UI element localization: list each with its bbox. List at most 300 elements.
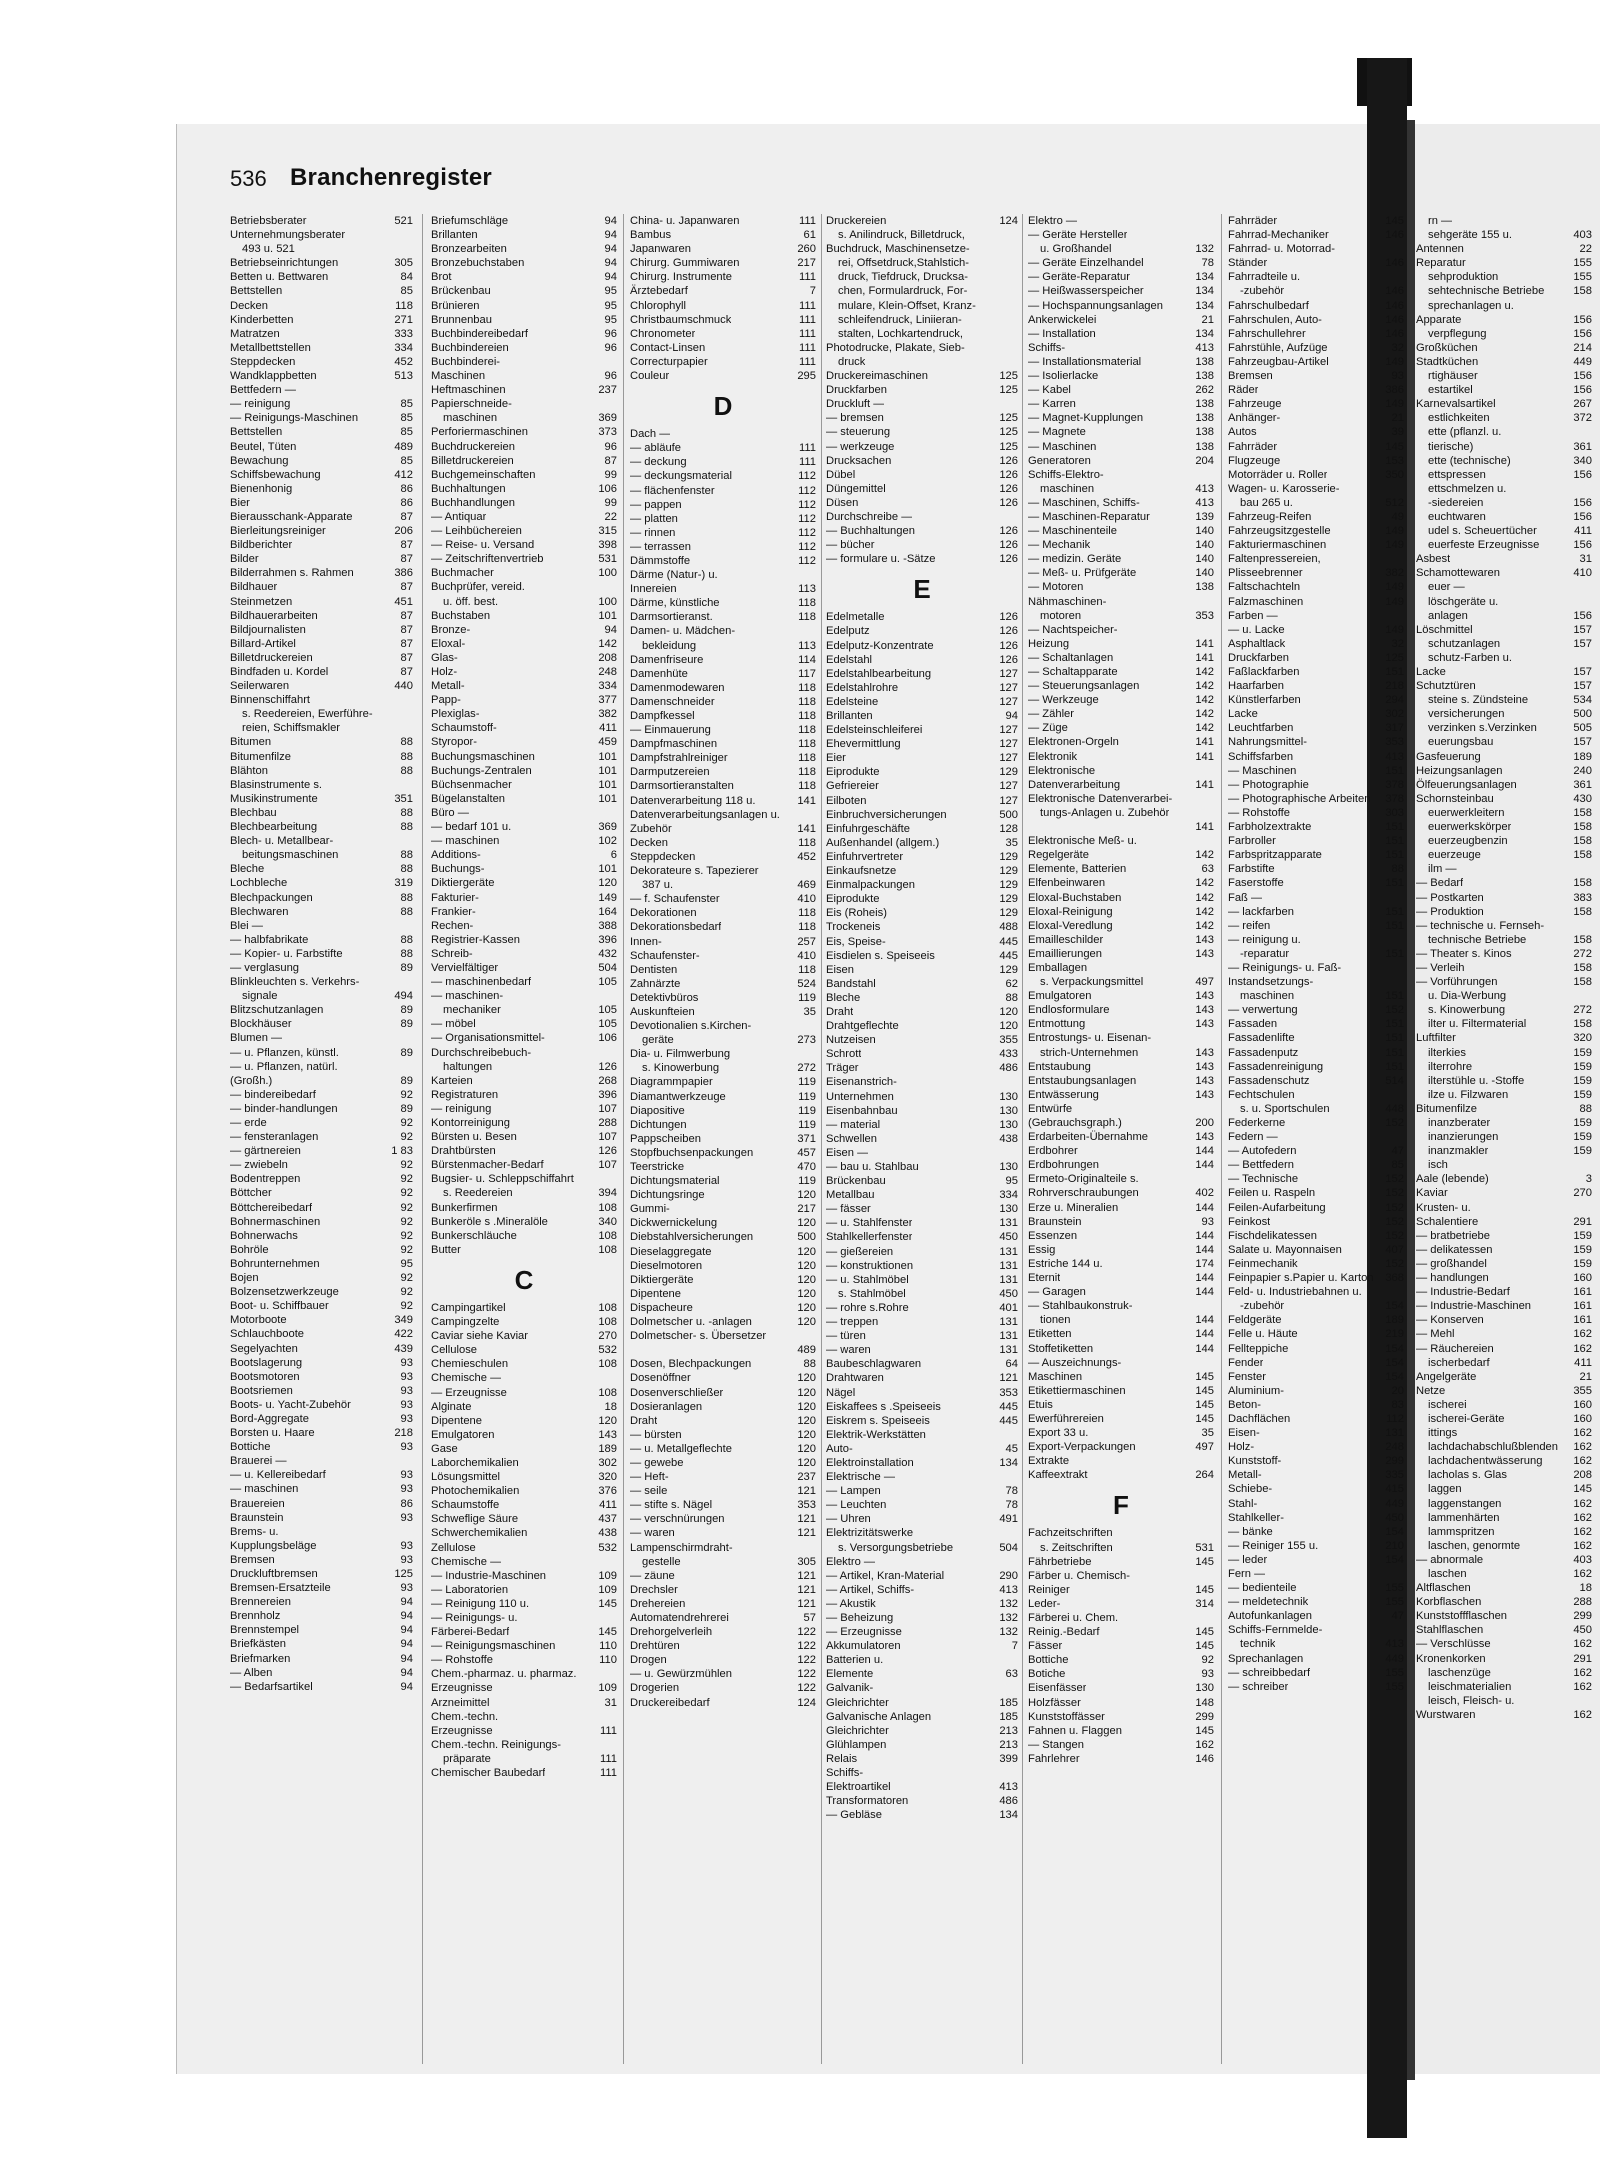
entry-label: Drahtwaren: [826, 1372, 884, 1385]
entry-page-ref: 129: [999, 907, 1018, 920]
entry-label: — Rohstoffe: [431, 1654, 493, 1667]
entry-label: — Technische: [1228, 1173, 1299, 1186]
index-entry: [431, 1442, 617, 1456]
index-entry: [1228, 313, 1404, 327]
entry-label: Akkumulatoren: [826, 1640, 901, 1653]
index-entry: [1228, 1356, 1404, 1370]
entry-label: Lochbleche: [230, 877, 288, 890]
entry-page-ref: 513: [394, 370, 413, 383]
index-entry: [1228, 1609, 1404, 1623]
entry-label: Fassadenlifte: [1228, 1032, 1295, 1045]
entry-label: Beutel, Tüten: [230, 440, 297, 453]
index-entry: [1028, 1229, 1214, 1243]
entry-page-ref: 353: [1385, 736, 1404, 749]
entry-label: Druckluft —: [826, 398, 885, 411]
entry-label: Edelsteinschleiferei: [826, 724, 923, 737]
entry-page-ref: 120: [797, 1414, 816, 1427]
entry-page-ref: 272: [797, 1062, 816, 1075]
entry-label: — u. Lacke: [1228, 623, 1285, 636]
entry-label: Fahrzeuge: [1228, 398, 1282, 411]
entry-page-ref: 88: [400, 891, 413, 904]
entry-page-ref: 319: [394, 877, 413, 890]
entry-page-ref: 89: [400, 1102, 413, 1115]
entry-label: Elektroartikel: [826, 1781, 891, 1794]
entry-page-ref: 320: [598, 1471, 617, 1484]
index-entry: [1416, 284, 1592, 298]
index-entry: [826, 737, 1018, 751]
entry-label: ischerei: [1428, 1398, 1467, 1411]
entry-page-ref: 162: [1573, 1441, 1592, 1454]
entry-label: Ewerführereien: [1028, 1412, 1104, 1425]
index-entry: [1028, 1454, 1214, 1468]
index-entry: [1028, 425, 1214, 439]
entry-label: Dichtungen: [630, 1118, 687, 1131]
entry-label: 493 u. 521: [242, 243, 295, 256]
entry-page-ref: 118: [798, 710, 816, 722]
index-entry: [1416, 1525, 1592, 1539]
entry-label: Boot- u. Schiffbauer: [230, 1300, 329, 1313]
index-entry: [431, 1597, 617, 1611]
entry-label: — Geräte-Reparatur: [1028, 271, 1130, 284]
entry-label: Elektronische Meß- u.: [1028, 835, 1137, 848]
entry-page-ref: [1210, 1356, 1214, 1370]
entry-label: Beton-: [1228, 1398, 1261, 1411]
entry-page-ref: 94: [1005, 710, 1018, 722]
entry-page-ref: 489: [394, 440, 413, 453]
index-entry: [1228, 1074, 1404, 1088]
index-entry: [1028, 1597, 1214, 1611]
entry-label: Eiprodukte: [826, 766, 880, 779]
index-entry: [431, 242, 617, 256]
index-entry: [826, 1710, 1018, 1724]
entry-label: Endlosformulare: [1028, 1004, 1110, 1017]
entry-label: Eternit: [1028, 1272, 1061, 1285]
entry-label: Teerstricke: [630, 1161, 685, 1173]
entry-page-ref: 89: [400, 1046, 413, 1059]
index-entry: [1228, 1186, 1404, 1200]
entry-page-ref: 120: [999, 1005, 1018, 1018]
index-entry: [431, 580, 617, 594]
entry-page-ref: [1014, 1428, 1018, 1442]
entry-label: — werkzeuge: [826, 440, 895, 453]
entry-page-ref: 185: [999, 1696, 1018, 1709]
index-entry: [431, 1583, 617, 1597]
entry-label: geräte: [642, 1034, 674, 1047]
entry-label: Diktiergeräte: [431, 877, 495, 890]
index-entry: [1028, 876, 1214, 890]
entry-label: Blähton: [230, 764, 268, 777]
entry-label: Relais: [826, 1752, 858, 1765]
entry-label: Laborchemikalien: [431, 1456, 519, 1469]
entry-label: Faltenpressereien,: [1228, 553, 1321, 566]
entry-page-ref: [812, 427, 816, 441]
index-entry: [1228, 454, 1404, 468]
entry-page-ref: [1210, 1299, 1214, 1313]
entry-label: Salate u. Mayonnaisen: [1228, 1243, 1342, 1256]
entry-label: — leder: [1228, 1553, 1268, 1566]
entry-label: — Magnet-Kupplungen: [1028, 412, 1144, 425]
entry-page-ref: 89: [400, 1018, 413, 1031]
index-entry: [1228, 750, 1404, 764]
index-entry: [230, 975, 413, 989]
entry-label: Dämmstoffe: [630, 554, 691, 567]
index-entry: [1228, 1680, 1404, 1694]
index-entry: [1416, 1088, 1592, 1102]
entry-label: Damenhüte: [630, 667, 688, 680]
entry-page-ref: 121: [797, 1513, 816, 1526]
entry-label: Druckereimaschinen: [826, 370, 928, 383]
index-entry: [230, 665, 413, 679]
entry-page-ref: 120: [797, 1400, 816, 1413]
entry-page-ref: 155: [1573, 271, 1592, 284]
entry-label: — Stahlbaukonstruk-: [1028, 1300, 1133, 1313]
index-entry: [1028, 693, 1214, 707]
entry-page-ref: [1588, 580, 1592, 594]
entry-label: — Verschlüsse: [1416, 1638, 1491, 1651]
entry-label: — Mehl: [1416, 1328, 1455, 1341]
entry-label: Eis, Speise-: [826, 935, 886, 948]
entry-label: Fassaden: [1228, 1018, 1278, 1031]
entry-page-ref: [812, 864, 816, 878]
index-entry: [1228, 482, 1404, 496]
index-entry: [1228, 961, 1404, 975]
entry-page-ref: 185: [999, 1710, 1018, 1723]
index-entry: [230, 947, 413, 961]
entry-page-ref: 505: [1573, 722, 1592, 735]
index-entry: [826, 397, 1018, 411]
entry-page-ref: 88: [400, 750, 413, 763]
index-entry: [1228, 1229, 1404, 1243]
index-entry: [826, 256, 1018, 270]
entry-label: — Photographie: [1228, 778, 1309, 791]
entry-label: Einfuhrgeschäfte: [826, 822, 910, 835]
index-entry: [630, 1216, 816, 1230]
entry-label: Sprechanlagen: [1228, 1652, 1304, 1665]
entry-page-ref: 100: [598, 567, 617, 580]
entry-page-ref: 83: [1391, 1398, 1404, 1411]
entry-label: — Verleih: [1416, 961, 1465, 974]
entry-label: bau 265 u.: [1240, 496, 1293, 509]
entry-label: Fahrschulbedarf: [1228, 299, 1309, 312]
entry-label: inanzierungen: [1428, 1131, 1499, 1144]
entry-label: s. Stahlmöbel: [838, 1287, 906, 1300]
entry-page-ref: 413: [1195, 482, 1214, 495]
entry-page-ref: 217: [797, 257, 816, 270]
entry-label: mulare, Klein-Offset, Kranz-: [838, 299, 976, 312]
entry-label: — Reinigungs-Maschinen: [230, 412, 359, 425]
entry-label: Bildjournalisten: [230, 623, 306, 636]
entry-label: Segelyachten: [230, 1342, 298, 1355]
entry-page-ref: 111: [798, 442, 816, 455]
index-entry: [1028, 228, 1214, 242]
index-entry: [1228, 397, 1404, 411]
entry-label: Fachzeitschriften: [1028, 1527, 1113, 1540]
index-entry: [630, 850, 816, 864]
index-entry: [1416, 1102, 1592, 1116]
entry-label: Buchbindereibedarf: [431, 327, 529, 340]
entry-page-ref: [409, 834, 413, 848]
index-entry: [230, 1271, 413, 1285]
entry-page-ref: [1210, 1569, 1214, 1583]
index-entry: [1416, 1356, 1592, 1370]
entry-page-ref: 18: [1579, 1582, 1592, 1595]
entry-page-ref: 317: [1385, 722, 1404, 735]
entry-label: Buchbinderei-: [431, 355, 501, 368]
entry-label: Dosieranlagen: [630, 1400, 703, 1413]
entry-label: Musikinstrumente: [230, 792, 318, 805]
entry-label: Antennen: [1416, 243, 1464, 256]
index-entry: [1228, 496, 1404, 510]
entry-page-ref: 94: [400, 1596, 413, 1609]
entry-label: — Maschinen, Schiffs-: [1028, 496, 1140, 509]
index-entry: [826, 991, 1018, 1005]
index-entry: [431, 383, 617, 397]
entry-page-ref: 433: [999, 1048, 1018, 1061]
entry-label: Chirurg. Gummiwaren: [630, 257, 740, 270]
column-divider: [821, 214, 822, 2064]
index-entry: [1028, 1158, 1214, 1172]
entry-label: Brunnenbau: [431, 313, 492, 326]
entry-label: Chronometer: [630, 327, 696, 340]
index-entry: [431, 1357, 617, 1371]
index-entry: [630, 568, 816, 582]
entry-page-ref: 141: [797, 794, 816, 807]
entry-page-ref: 142: [1195, 891, 1214, 904]
entry-label: Färberei u. Chem.: [1028, 1612, 1119, 1624]
entry-page-ref: 132: [999, 1597, 1018, 1610]
entry-page-ref: 94: [400, 1638, 413, 1651]
index-entry: [1416, 651, 1592, 665]
index-entry: [431, 1060, 617, 1074]
index-entry: [1228, 834, 1404, 848]
entry-label: — handlungen: [1416, 1272, 1489, 1285]
entry-page-ref: 120: [797, 1217, 816, 1230]
entry-page-ref: 410: [797, 949, 816, 962]
entry-page-ref: 85: [400, 398, 413, 411]
entry-label: Dekorationen: [630, 907, 697, 920]
entry-page-ref: 110: [599, 1640, 617, 1653]
entry-page-ref: 361: [1573, 778, 1592, 791]
index-entry: [1416, 1243, 1592, 1257]
index-entry: [630, 963, 816, 977]
index-entry: [1228, 228, 1404, 242]
index-entry: [1416, 947, 1592, 961]
entry-label: Böttcher: [230, 1187, 272, 1200]
entry-label: Dichtungsringe: [630, 1189, 705, 1202]
index-entry: [1416, 623, 1592, 637]
index-entry: [826, 1611, 1018, 1625]
entry-label: Farbstifte: [1228, 863, 1275, 876]
index-entry: [1228, 1497, 1404, 1511]
entry-label: Auto-: [826, 1442, 853, 1455]
entry-page-ref: 94: [400, 1624, 413, 1637]
entry-label: Fahrschulen, Auto-: [1228, 313, 1322, 326]
entry-page-ref: 383: [1573, 891, 1592, 904]
entry-label: Kinderbetten: [230, 313, 294, 326]
entry-label: — Hochspannungsanlagen: [1028, 299, 1163, 312]
entry-page-ref: 119: [798, 1090, 816, 1103]
entry-page-ref: 96: [604, 341, 617, 354]
entry-label: Zahnärzte: [630, 977, 681, 990]
entry-label: Schutztüren: [1416, 680, 1476, 693]
entry-label: — großhandel: [1416, 1257, 1487, 1270]
index-entry: [230, 552, 413, 566]
entry-page-ref: 88: [1579, 1102, 1592, 1115]
entry-page-ref: 130: [999, 1118, 1018, 1131]
entry-page-ref: 93: [400, 1356, 413, 1369]
entry-page-ref: 120: [797, 1316, 816, 1329]
entry-page-ref: 125: [999, 370, 1018, 383]
index-entry: [826, 496, 1018, 510]
entry-page-ref: 320: [1573, 1032, 1592, 1045]
entry-page-ref: 122: [797, 1626, 816, 1639]
index-entry: [1028, 1555, 1214, 1569]
entry-page-ref: 438: [999, 1132, 1018, 1145]
entry-page-ref: 152: [1385, 1004, 1404, 1017]
entry-label: motoren: [1040, 609, 1082, 622]
index-entry: [1416, 1637, 1592, 1651]
entry-page-ref: 145: [1385, 440, 1404, 453]
index-entry: [630, 1400, 816, 1414]
entry-page-ref: 118: [798, 921, 816, 934]
entry-label: Fassadenputz: [1228, 1046, 1299, 1059]
entry-page-ref: 142: [598, 637, 617, 650]
index-entry: [1228, 1215, 1404, 1229]
entry-page-ref: 157: [1573, 637, 1592, 650]
index-entry: [1228, 1271, 1404, 1285]
entry-label: Brot: [431, 271, 452, 284]
entry-page-ref: 449: [1385, 1652, 1404, 1665]
entry-page-ref: 129: [999, 865, 1018, 878]
index-entry: [826, 538, 1018, 552]
index-entry: [1416, 679, 1592, 693]
index-entry: [1416, 919, 1592, 933]
entry-label: Fahnen u. Flaggen: [1028, 1724, 1122, 1737]
entry-page-ref: 99: [604, 468, 617, 481]
entry-label: Billetdruckereien: [230, 651, 313, 664]
entry-page-ref: 350: [1385, 468, 1404, 481]
entry-label: Flugzeuge: [1228, 454, 1281, 467]
entry-page-ref: 125: [1385, 651, 1404, 664]
entry-label: Drehorgelverleih: [630, 1626, 713, 1639]
index-entry: [1228, 468, 1404, 482]
entry-page-ref: 32: [1391, 637, 1404, 650]
entry-page-ref: 144: [1195, 1272, 1214, 1285]
entry-page-ref: 159: [1573, 1257, 1592, 1270]
entry-page-ref: 413: [1195, 496, 1214, 509]
entry-label: Schaumstoffe: [431, 1499, 500, 1512]
entry-page-ref: 140: [1195, 567, 1214, 580]
index-entry: [826, 1287, 1018, 1301]
entry-page-ref: 156: [1573, 609, 1592, 622]
entry-label: Aluminium-: [1228, 1384, 1284, 1397]
entry-page-ref: 94: [400, 1680, 413, 1693]
index-entry: [826, 1766, 1018, 1780]
entry-label: Eiprodukte: [826, 893, 880, 906]
entry-page-ref: 108: [598, 1386, 617, 1399]
entry-label: Korbflaschen: [1416, 1596, 1482, 1609]
entry-page-ref: [1588, 595, 1592, 609]
entry-page-ref: 93: [1201, 1215, 1214, 1228]
entry-label: Kaviar: [1416, 1187, 1448, 1200]
entry-label: — rohre s.Rohre: [826, 1301, 909, 1314]
entry-page-ref: 112: [798, 470, 816, 483]
index-entry: [1028, 1724, 1214, 1738]
entry-label: Schwellen: [826, 1132, 877, 1145]
index-entry: [1228, 1511, 1404, 1525]
entry-label: Blei —: [230, 919, 263, 932]
index-entry: [630, 512, 816, 526]
entry-page-ref: 127: [999, 695, 1018, 708]
entry-label: — Magnete: [1028, 426, 1086, 439]
index-entry: [1416, 1017, 1592, 1031]
entry-page-ref: 118: [798, 738, 816, 751]
entry-label: Seilerwaren: [230, 680, 290, 693]
entry-label: euerzeuge: [1428, 849, 1481, 862]
index-entry: [826, 552, 1018, 566]
entry-page-ref: 218: [1385, 680, 1404, 693]
entry-page-ref: 159: [1573, 1046, 1592, 1059]
index-entry: [826, 1259, 1018, 1273]
entry-label: Kunststoff-: [1228, 1455, 1282, 1468]
index-entry: [826, 892, 1018, 906]
entry-page-ref: [409, 707, 413, 721]
entry-label: Zellulose: [431, 1541, 476, 1554]
entry-page-ref: 156: [1573, 496, 1592, 509]
index-entry: [230, 1031, 413, 1045]
entry-label: Federkerne: [1228, 1117, 1286, 1129]
index-entry: [630, 455, 816, 469]
entry-label: Ankerwickelei: [1028, 313, 1097, 326]
entry-label: Darmputzereien: [630, 766, 710, 779]
entry-page-ref: 88: [803, 1358, 816, 1371]
index-entry: [630, 1555, 816, 1569]
index-entry: [826, 1160, 1018, 1174]
index-entry: [630, 1386, 816, 1400]
index-entry: [1416, 693, 1592, 707]
entry-page-ref: 35: [1201, 1427, 1214, 1440]
index-entry: [230, 369, 413, 383]
index-entry: [826, 1371, 1018, 1385]
entry-page-ref: 143: [1195, 1060, 1214, 1073]
entry-page-ref: [409, 1031, 413, 1045]
entry-label: — fensteranlagen: [230, 1131, 319, 1144]
entry-label: Holz-: [1228, 1441, 1255, 1454]
index-entry: [1028, 1144, 1214, 1158]
index-entry: [431, 397, 617, 411]
index-entry: [826, 695, 1018, 709]
entry-page-ref: 158: [1573, 877, 1592, 890]
entry-label: estartikel: [1428, 384, 1473, 397]
entry-page-ref: 145: [1573, 1483, 1592, 1496]
entry-label: Felle u. Häute: [1228, 1328, 1298, 1341]
section-letter: E: [913, 574, 931, 605]
index-entry: [826, 1442, 1018, 1456]
entry-label: China- u. Japanwaren: [630, 215, 740, 227]
index-entry: [826, 1386, 1018, 1400]
entry-label: — bau u. Stahlbau: [826, 1161, 919, 1173]
index-entry: [630, 341, 816, 355]
index-entry: [230, 905, 413, 919]
entry-page-ref: 237: [598, 384, 617, 397]
index-entry: [431, 679, 617, 693]
entry-label: — seile: [630, 1485, 668, 1498]
entry-label: Falzmaschinen: [1228, 595, 1304, 608]
index-entry: [1028, 1130, 1214, 1144]
entry-page-ref: [613, 806, 617, 820]
index-entry: [630, 737, 816, 751]
index-entry: [630, 610, 816, 624]
